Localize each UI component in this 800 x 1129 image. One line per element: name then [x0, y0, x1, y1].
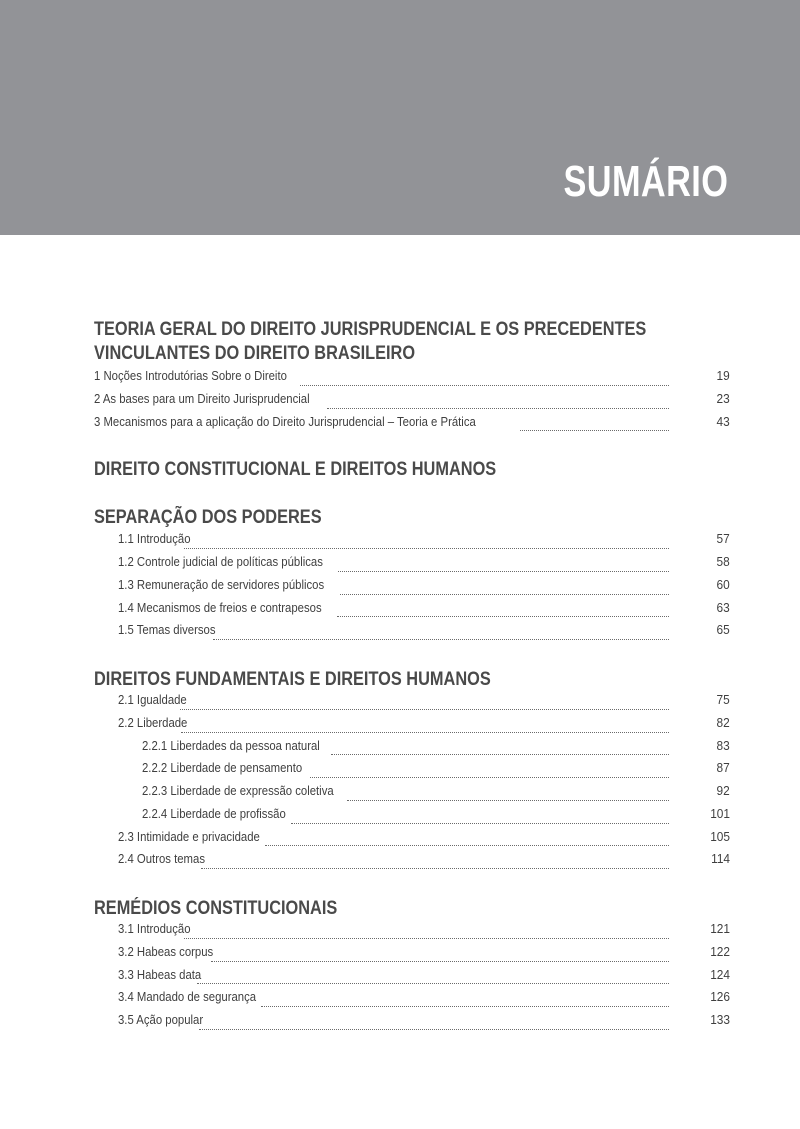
leader-dots: [347, 786, 669, 801]
leader-dots: [181, 718, 669, 733]
toc-entry[interactable]: [94, 964, 730, 987]
leader-dots: [310, 763, 669, 778]
toc-entry[interactable]: [94, 597, 730, 620]
toc-section: [94, 668, 730, 871]
leader-dots: [337, 602, 669, 617]
leader-dots: [261, 992, 669, 1007]
leader-dots: [197, 969, 669, 984]
toc-entry[interactable]: [94, 528, 730, 551]
section-heading: DIREITOS FUNDAMENTAIS E DIREITOS HUMANOS: [94, 669, 491, 690]
toc-entry-page: 126: [710, 989, 730, 1005]
leader-dots: [201, 854, 669, 869]
toc-entry-label: 3.1 Introdução: [118, 921, 191, 936]
toc-entry-label: 1 Noções Introdutórias Sobre o Direito: [94, 368, 287, 383]
toc-entry[interactable]: [94, 848, 730, 871]
toc-entry-page: 101: [710, 805, 730, 821]
section-heading: DIREITO CONSTITUCIONAL E DIREITOS HUMANOS: [94, 459, 497, 481]
page-title: SUMÁRIO: [563, 157, 728, 206]
toc-entry-label: 3 Mecanismos para a aplicação do Direito Jurisprudencial – Teoria e Prática: [94, 413, 476, 429]
section-heading: TEORIA GERAL DO DIREITO JURISPRUDENCIAL E OS PRECEDENTES: [94, 319, 647, 340]
toc-entry-page: 75: [716, 692, 730, 707]
leader-dots: [184, 534, 669, 549]
toc-entry[interactable]: [94, 574, 730, 597]
section-heading: REMÉDIOS CONSTITUCIONAIS: [94, 898, 338, 919]
leader-dots: [338, 557, 669, 572]
toc-entry[interactable]: [94, 941, 730, 964]
toc-entry-label: 1.4 Mecanismos de freios e contrapesos: [118, 599, 322, 615]
toc-entry-page: 133: [710, 1012, 730, 1027]
toc-entry-label: 1.2 Controle judicial de políticas públicas: [118, 554, 323, 569]
toc-entry-page: 124: [710, 966, 730, 982]
header-banner: [0, 0, 800, 235]
toc-entry-label: 1.3 Remuneração de servidores públicos: [118, 576, 325, 592]
toc-entry-label: 3.4 Mandado de segurança: [118, 989, 257, 1005]
toc-section: [94, 458, 730, 482]
leader-dots: [520, 416, 669, 431]
leader-dots: [213, 625, 669, 640]
toc-entry[interactable]: [94, 1009, 730, 1032]
toc-entry-page: 121: [710, 921, 730, 936]
toc-entry-page: 83: [716, 737, 730, 753]
toc-entry[interactable]: [94, 619, 730, 642]
toc-entry-label: 2.4 Outros temas: [118, 851, 205, 867]
toc-entry-label: 3.5 Ação popular: [118, 1012, 204, 1027]
toc-entry-label: 2.2.1 Liberdades da pessoa natural: [142, 737, 320, 753]
leader-dots: [180, 695, 669, 710]
toc-entry-label: 2.2.3 Liberdade de expressão coletiva: [142, 783, 334, 798]
toc-entry[interactable]: [94, 689, 730, 712]
toc-entry[interactable]: [94, 388, 730, 411]
leader-dots: [265, 831, 669, 846]
leader-dots: [331, 740, 669, 755]
toc-entry-label: 1.1 Introdução: [118, 531, 191, 547]
toc-entry[interactable]: [94, 411, 730, 434]
toc-entry-page: 114: [711, 851, 730, 867]
toc-entry-page: 92: [716, 783, 730, 798]
toc-entry-label: 2.1 Igualdade: [118, 692, 187, 707]
toc-entry-page: 60: [716, 576, 730, 592]
toc-entry[interactable]: [94, 986, 730, 1009]
section-heading: SEPARAÇÃO DOS PODERES: [94, 507, 322, 529]
toc-entry-label: 2.2.2 Liberdade de pensamento: [142, 760, 303, 776]
section-heading: VINCULANTES DO DIREITO BRASILEIRO: [94, 343, 416, 364]
toc-entry[interactable]: [94, 735, 730, 758]
leader-dots: [199, 1015, 669, 1030]
toc-entry-page: 63: [716, 599, 730, 615]
toc-entry-page: 82: [716, 714, 730, 730]
toc-entry-label: 2.2 Liberdade: [118, 714, 188, 730]
toc-entry-label: 1.5 Temas diversos: [118, 622, 216, 638]
leader-dots: [211, 947, 669, 962]
toc-section: [94, 506, 730, 642]
toc-entry[interactable]: [94, 712, 730, 735]
toc-entry-label: 3.3 Habeas data: [118, 966, 202, 982]
toc-entry-page: 122: [710, 943, 730, 959]
leader-dots: [291, 809, 669, 824]
leader-dots: [184, 924, 669, 939]
toc-entry-page: 87: [716, 760, 730, 776]
toc-entry-page: 65: [716, 622, 730, 638]
leader-dots: [300, 371, 669, 386]
toc-entry-page: 57: [716, 531, 730, 547]
toc-entry[interactable]: [94, 365, 730, 388]
toc-entry[interactable]: [94, 551, 730, 574]
toc-entry-label: 2 As bases para um Direito Jurisprudencial: [94, 390, 310, 406]
toc-entry-label: 2.2.4 Liberdade de profissão: [142, 805, 286, 821]
toc-entry[interactable]: [94, 780, 730, 803]
toc-entry-page: 43: [716, 413, 730, 429]
toc-entry[interactable]: [94, 757, 730, 780]
toc-entry[interactable]: [94, 918, 730, 941]
toc-entry-label: 3.2 Habeas corpus: [118, 943, 214, 959]
toc-entry-page: 105: [710, 828, 730, 844]
toc-section: [94, 318, 730, 433]
table-of-contents: [94, 318, 730, 1032]
toc-entry[interactable]: [94, 803, 730, 826]
toc-entry-page: 19: [716, 368, 730, 383]
toc-entry-page: 58: [716, 554, 730, 569]
toc-entry[interactable]: [94, 826, 730, 849]
toc-entry-label: 2.3 Intimidade e privacidade: [118, 828, 260, 844]
toc-section: [94, 897, 730, 1032]
toc-entry-page: 23: [716, 390, 730, 406]
leader-dots: [327, 394, 669, 409]
leader-dots: [340, 580, 669, 595]
